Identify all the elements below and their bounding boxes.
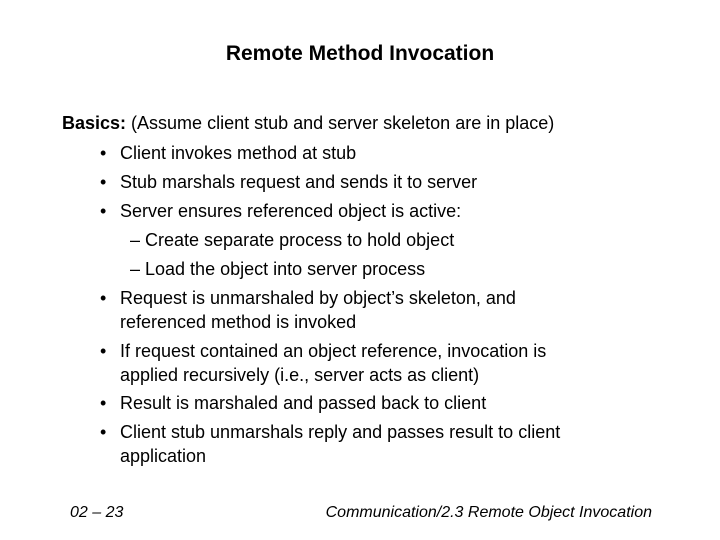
bullet-item <box>100 199 680 223</box>
bullet-text: If request contained an object reference, invocation is <box>120 341 547 361</box>
sub-item: – Load the object into server process <box>130 259 426 279</box>
bullet-text: Client invokes method at stub <box>120 143 357 163</box>
intro-label: Basics: <box>62 113 127 133</box>
bullet-text: Stub marshals request and sends it to server <box>120 172 478 192</box>
bullet-dot: • <box>100 143 107 163</box>
sub-item: – Create separate process to hold object <box>130 230 455 250</box>
bullet-item <box>100 420 680 468</box>
intro-line <box>62 111 702 135</box>
bullet-dot: • <box>100 172 107 192</box>
bullet-dot: • <box>100 393 107 413</box>
bullet-dot: • <box>100 288 107 308</box>
bullet-text: Result is marshaled and passed back to client <box>120 393 487 413</box>
bullet-dot: • <box>100 341 107 361</box>
bullet-dot: • <box>100 201 107 221</box>
bullet-dot: • <box>100 422 107 442</box>
slide-number: 02 – 23 <box>70 504 124 521</box>
intro-text: (Assume client stub and server skeleton are in place) <box>126 113 555 133</box>
bullet-text: Client stub unmarshals reply and passes result to client <box>120 422 561 442</box>
bullet-item <box>100 286 680 334</box>
bullet-text: Server ensures referenced object is active: <box>120 201 462 221</box>
bullet-item <box>100 170 680 194</box>
bullet-text: Request is unmarshaled by object’s skeleton, and <box>120 288 516 308</box>
bullet-item <box>100 339 680 387</box>
bullet-item <box>100 391 680 415</box>
footer-section: Communication/2.3 Remote Object Invocation <box>325 504 652 521</box>
bullet-text-continued: application <box>120 446 207 466</box>
slide-title: Remote Method Invocation <box>225 42 495 65</box>
bullet-text-continued: referenced method is invoked <box>120 312 357 332</box>
bullet-text-continued: applied recursively (i.e., server acts as client) <box>120 365 480 385</box>
bullet-item <box>100 141 680 165</box>
